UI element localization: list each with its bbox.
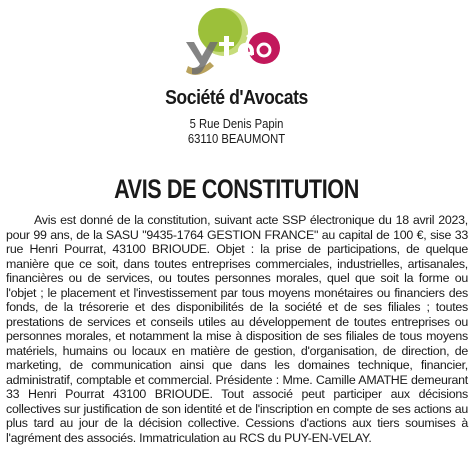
notice-body: Avis est donné de la constitution, suivant acte SSP électronique du 18 avril 2023, pour 99 ans, de la SASU "9435-1764 GESTION FRANCE" au capital de 100 €, sise 33 rue Henri Pourrat, 43100 BRIOUDE. Objet : la prise de participations, de quelque manière que ce soit, dans toutes entreprises commerciales, industrielles, artisanales, financières ou de services, ou toutes personnes morales, quel que soit la forme ou l'objet ; le placement et l'investissement par tous moyens monétaires ou financiers des fonds, de la trésorerie et des disponibilités de la société et de ses filiales ; toutes prestations de services et conseils utiles au développement de toutes entreprises ou personnes morales, et notamment la mise à disposition de ses filiales de tous moyens matériels, humains ou locaux en matière de gestion, d'organisation, de direction, de marketing, de communication ainsi que dans les domaines technique, financier, administratif, comptable et commercial. Présidente : Mme. Camille AMATHE demeurant 33 Henri Pourrat 43100 BRIOUDE. Tout associé peut participer aux décisions collectives sur justification de son identité et de l'inscription en compte de ses actions au plus tard au jour de la décision collective. Cessions d'actions aux tiers soumises à l'agrément des associés. Immatriculation au RCS du PUY-EN-VELAY. bbox=[6, 213, 468, 445]
notice-title: AVIS DE CONSTITUTION bbox=[114, 174, 359, 204]
firm-city: 63110 BEAUMONT bbox=[187, 132, 286, 146]
logo-letter-t-stem bbox=[224, 36, 229, 58]
firm-block bbox=[0, 87, 473, 147]
logo-letter-t-bar bbox=[219, 42, 234, 46]
firm-street: 5 Rue Denis Papin bbox=[189, 117, 284, 131]
firm-name: Société d'Avocats bbox=[165, 87, 308, 109]
yteo-logo bbox=[180, 2, 292, 82]
